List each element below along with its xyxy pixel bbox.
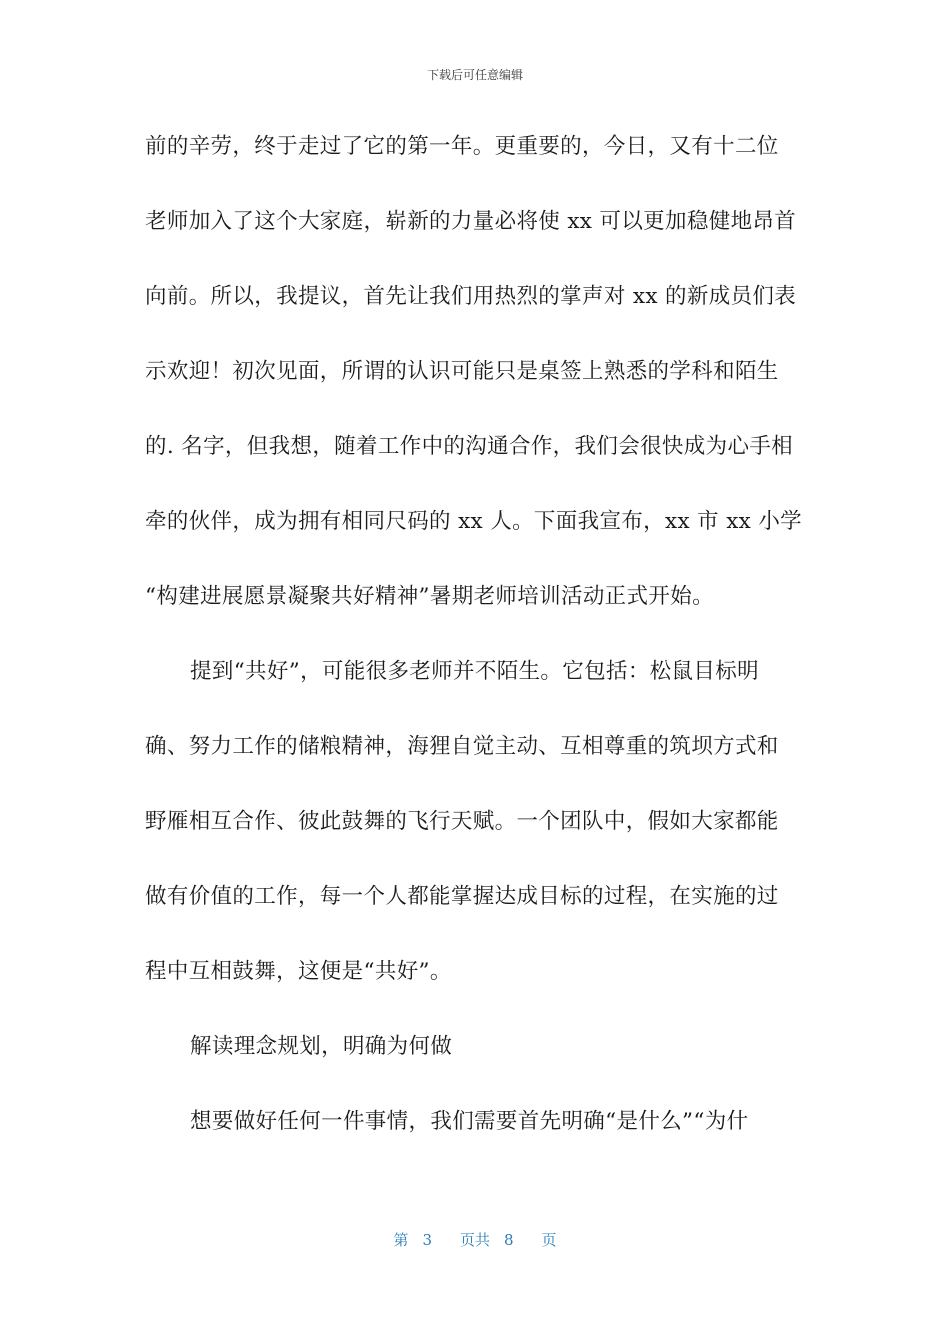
- text-line: 向前。所以，我提议，首先让我们用热烈的掌声对 xx 的新成员们表: [145, 284, 797, 309]
- total-pages-number: 8: [504, 1231, 514, 1249]
- page-prefix: 第: [393, 1231, 409, 1249]
- page-suffix: 页: [541, 1231, 557, 1249]
- paragraph-start-line: 提到“共好”，可能很多老师并不陌生。它包括：松鼠目标明: [190, 659, 759, 684]
- page-middle-label: 页共: [459, 1231, 490, 1249]
- text-line: 的. 名字，但我想，随着工作中的沟通合作，我们会很快成为心手相: [145, 434, 794, 459]
- text-line: 程中互相鼓舞，这便是“共好”。: [145, 959, 452, 984]
- text-line: 前的辛劳，终于走过了它的第一年。更重要的，今日，又有十二位: [145, 134, 779, 159]
- text-line: 老师加入了这个大家庭，崭新的力量必将使 xx 可以更加稳健地昂首: [145, 209, 797, 234]
- text-line: 牵的伙伴，成为拥有相同尺码的 xx 人。下面我宣布，xx 市 xx 小学: [145, 509, 803, 534]
- page-header: 下载后可任意编辑: [426, 68, 523, 82]
- paragraph-start-line: 想要做好任何一件事情，我们需要首先明确“是什么”“为什: [190, 1109, 749, 1134]
- text-line: 做有价值的工作，每一个人都能掌握达成目标的过程，在实施的过: [145, 884, 779, 909]
- text-line: “构建进展愿景凝聚共好精神”暑期老师培训活动正式开始。: [145, 584, 714, 609]
- page-footer: [0, 1229, 950, 1250]
- document-body: [145, 126, 805, 1176]
- text-line: 示欢迎！初次见面，所谓的认识可能只是桌签上熟悉的学科和陌生: [145, 359, 779, 384]
- current-page-number: 3: [422, 1231, 432, 1249]
- section-heading: 解读理念规划，明确为何做: [190, 1034, 453, 1059]
- text-line: 确、努力工作的储粮精神，海狸自觉主动、互相尊重的筑坝方式和: [145, 734, 779, 759]
- text-line: 野雁相互合作、彼此鼓舞的飞行天赋。一个团队中，假如大家都能: [145, 809, 779, 834]
